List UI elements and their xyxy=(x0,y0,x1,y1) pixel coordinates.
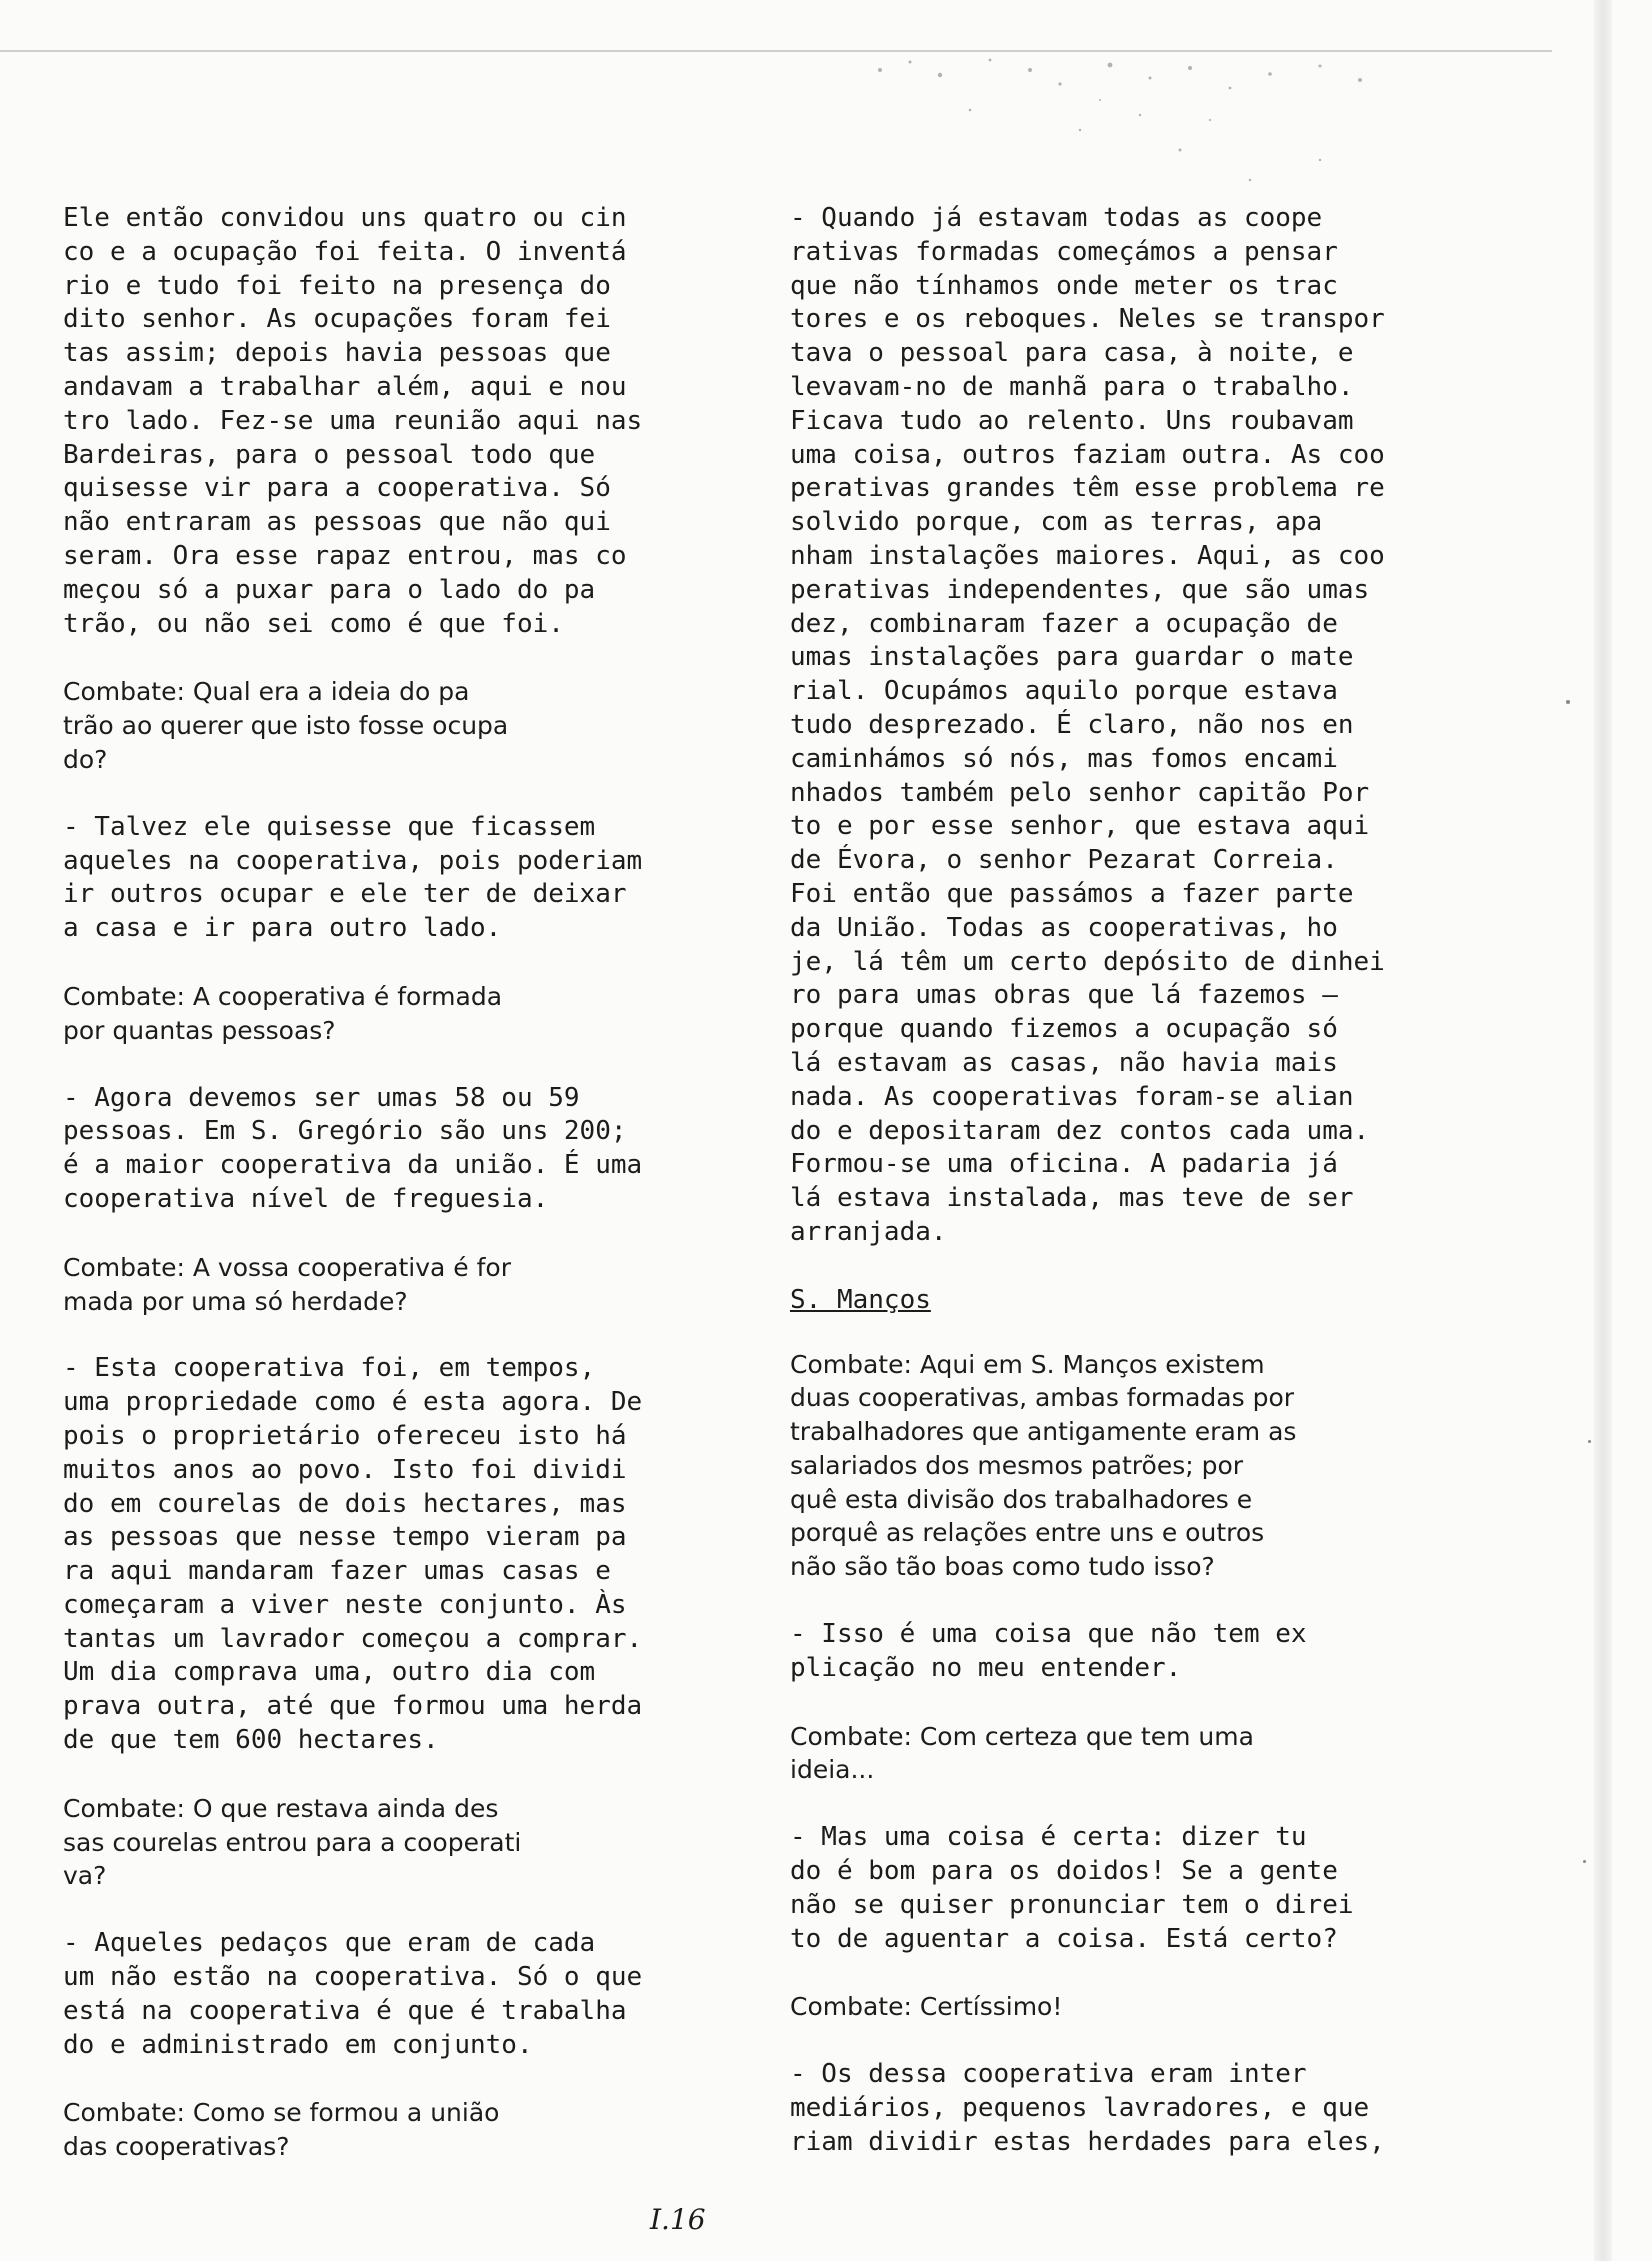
question-paragraph xyxy=(63,1792,723,1893)
text-line: ro para umas obras que lá fazemos — xyxy=(790,980,1338,1011)
text-line: Ficava tudo ao relento. Uns roubavam xyxy=(790,405,1354,436)
text-line: pessoas. Em S. Gregório são uns 200; xyxy=(63,1116,627,1147)
text-line: ir outros ocupar e ele ter de deixar xyxy=(63,879,627,910)
text-line: trabalhadores que antigamente eram as xyxy=(790,1417,1297,1447)
text-line: Combate: Certíssimo! xyxy=(790,1992,1063,2022)
text-line: rio e tudo foi feito na presença do xyxy=(63,270,611,301)
text-line: muitos anos ao povo. Isto foi dividi xyxy=(63,1454,627,1485)
text-line: Combate: Com certeza que tem uma xyxy=(790,1721,1254,1751)
question-paragraph xyxy=(790,1348,1390,1585)
text-line: to de aguentar a coisa. Está certo? xyxy=(790,1923,1338,1954)
text-line: mediários, pequenos lavradores, e que xyxy=(790,2093,1370,2124)
text-line: porquê as relações entre uns e outros xyxy=(790,1518,1265,1548)
text-line: prava outra, até que formou uma herda xyxy=(63,1691,643,1722)
text-line: tudo desprezado. É claro, não nos en xyxy=(790,709,1354,740)
page-edge-shadow xyxy=(1594,0,1612,2261)
text-line: Foi então que passámos a fazer parte xyxy=(790,878,1354,909)
text-line: andavam a trabalhar além, aqui e nou xyxy=(63,371,627,402)
text-line: nhados também pelo senhor capitão Por xyxy=(790,777,1370,808)
text-line: aqueles na cooperativa, pois poderiam xyxy=(63,845,643,876)
text-line: começaram a viver neste conjunto. Às xyxy=(63,1589,627,1620)
text-line: lá estava instalada, mas teve de ser xyxy=(790,1183,1354,1214)
text-line: quisesse vir para a cooperativa. Só xyxy=(63,473,611,504)
text-line: uma coisa, outros faziam outra. As coo xyxy=(790,439,1385,470)
text-line: Combate: Aqui em S. Manços existem xyxy=(790,1349,1265,1379)
scan-speck xyxy=(1588,1440,1591,1443)
answer-paragraph xyxy=(790,202,1390,1250)
text-line: Formou-se uma oficina. A padaria já xyxy=(790,1149,1338,1180)
text-line: lá estavam as casas, não havia mais xyxy=(790,1047,1338,1078)
text-line: sas courelas entrou para a cooperati xyxy=(63,1827,522,1857)
question-paragraph xyxy=(63,675,723,776)
text-line: Combate: A cooperativa é formada xyxy=(63,981,503,1011)
question-paragraph xyxy=(63,2096,723,2164)
question-paragraph xyxy=(790,1720,1390,1788)
text-line: tava o pessoal para casa, à noite, e xyxy=(790,338,1354,369)
text-line: - Agora devemos ser umas 58 ou 59 xyxy=(63,1082,580,1113)
text-line: co e a ocupação foi feita. O inventá xyxy=(63,236,627,267)
text-line: da União. Todas as cooperativas, ho xyxy=(790,912,1338,943)
answer-paragraph xyxy=(63,811,723,946)
text-line: - Isso é uma coisa que não tem ex xyxy=(790,1619,1307,1650)
text-line: a casa e ir para outro lado. xyxy=(63,913,502,944)
text-line: que não tínhamos onde meter os trac xyxy=(790,270,1338,301)
text-line: quê esta divisão dos trabalhadores e xyxy=(790,1484,1253,1514)
page-number: I.16 xyxy=(650,2203,706,2236)
text-line: to e por esse senhor, que estava aqui xyxy=(790,811,1370,842)
text-line: je, lá têm um certo depósito de dinhei xyxy=(790,946,1385,977)
text-line: rativas formadas começámos a pensar xyxy=(790,236,1338,267)
text-line: umas instalações para guardar o mate xyxy=(790,642,1354,673)
text-line: não se quiser pronunciar tem o direi xyxy=(790,1889,1354,1920)
text-line: Um dia comprava uma, outro dia com xyxy=(63,1657,596,1688)
text-line: do e administrado em conjunto. xyxy=(63,2029,533,2060)
text-line: duas cooperativas, ambas formadas por xyxy=(790,1383,1295,1413)
text-line: Ele então convidou uns quatro ou cin xyxy=(63,203,627,233)
text-line: tro lado. Fez-se uma reunião aqui nas xyxy=(63,405,643,436)
text-line: - Os dessa cooperativa eram inter xyxy=(790,2059,1307,2090)
text-line: solvido porque, com as terras, apa xyxy=(790,507,1323,538)
text-line: seram. Ora esse rapaz entrou, mas co xyxy=(63,540,627,571)
text-line: Combate: A vossa cooperativa é for xyxy=(63,1252,511,1282)
text-line: do é bom para os doidos! Se a gente xyxy=(790,1856,1338,1887)
text-line: porque quando fizemos a ocupação só xyxy=(790,1014,1338,1045)
question-paragraph xyxy=(790,1990,1390,2024)
answer-paragraph xyxy=(790,2058,1390,2159)
question-paragraph xyxy=(63,1251,723,1319)
text-line: por quantas pessoas? xyxy=(63,1015,336,1045)
text-line: tas assim; depois havia pessoas que xyxy=(63,338,611,369)
text-line: está na cooperativa é que é trabalha xyxy=(63,1995,627,2026)
text-line: Combate: Como se formou a união xyxy=(63,2098,500,2128)
text-line: - Mas uma coisa é certa: dizer tu xyxy=(790,1822,1307,1853)
text-line: as pessoas que nesse tempo vieram pa xyxy=(63,1522,627,1553)
text-line: - Aqueles pedaços que eram de cada xyxy=(63,1928,596,1959)
subheading-text: S. Manços xyxy=(790,1284,931,1315)
answer-paragraph xyxy=(63,1082,723,1217)
text-line: um não estão na cooperativa. Só o que xyxy=(63,1962,643,1993)
text-line: de Évora, o senhor Pezarat Correia. xyxy=(790,845,1338,876)
text-line: - Talvez ele quisesse que ficassem xyxy=(63,811,596,842)
text-line: riam dividir estas herdades para eles, xyxy=(790,2126,1385,2157)
text-line: levavam-no de manhã para o trabalho. xyxy=(790,371,1354,402)
text-line: trão, ou não sei como é que foi. xyxy=(63,608,564,639)
text-line: salariados dos mesmos patrões; por xyxy=(790,1450,1244,1480)
text-line: pois o proprietário ofereceu isto há xyxy=(63,1420,627,1451)
left-column xyxy=(63,202,723,2198)
text-line: cooperativa nível de freguesia. xyxy=(63,1183,549,1214)
answer-paragraph xyxy=(63,1352,723,1758)
text-line: dito senhor. As ocupações foram fei xyxy=(63,304,611,335)
text-line: tantas um lavrador começou a comprar. xyxy=(63,1623,643,1654)
text-line: plicação no meu entender. xyxy=(790,1652,1182,1683)
right-column xyxy=(790,202,1390,2194)
text-line: va? xyxy=(63,1861,107,1891)
question-paragraph xyxy=(63,980,723,1048)
answer-paragraph xyxy=(63,202,723,641)
text-line: Combate: Qual era a ideia do pa xyxy=(63,677,470,707)
text-line: nada. As cooperativas foram-se alian xyxy=(790,1081,1354,1112)
text-line: não são tão boas como tudo isso? xyxy=(790,1552,1215,1582)
text-line: não entraram as pessoas que não qui xyxy=(63,507,611,538)
text-line: perativas independentes, que são umas xyxy=(790,574,1370,605)
text-line: - Esta cooperativa foi, em tempos, xyxy=(63,1353,596,1384)
text-line: dez, combinaram fazer a ocupação de xyxy=(790,608,1338,639)
text-line: meçou só a puxar para o lado do pa xyxy=(63,574,596,605)
text-line: nham instalações maiores. Aqui, as coo xyxy=(790,540,1385,571)
text-line: do? xyxy=(63,744,108,774)
text-line: das cooperativas? xyxy=(63,2132,290,2162)
text-line: tores e os reboques. Neles se transpor xyxy=(790,304,1385,335)
scan-noise xyxy=(850,40,1410,210)
text-line: Bardeiras, para o pessoal todo que xyxy=(63,439,596,470)
text-line: uma propriedade como é esta agora. De xyxy=(63,1387,643,1418)
text-line: perativas grandes têm esse problema re xyxy=(790,473,1385,504)
text-line: rial. Ocupámos aquilo porque estava xyxy=(790,676,1338,707)
section-subheading xyxy=(790,1284,1390,1318)
text-line: ideia... xyxy=(790,1755,875,1785)
text-line: Combate: O que restava ainda des xyxy=(63,1793,499,1823)
text-line: do em courelas de dois hectares, mas xyxy=(63,1488,627,1519)
text-line: mada por uma só herdade? xyxy=(63,1286,408,1316)
text-line: - Quando já estavam todas as coope xyxy=(790,203,1323,233)
text-line: arranjada. xyxy=(790,1216,947,1247)
text-line: é a maior cooperativa da união. É uma xyxy=(63,1150,643,1181)
answer-paragraph xyxy=(790,1821,1390,1956)
text-line: caminhámos só nós, mas fomos encami xyxy=(790,743,1338,774)
scan-speck xyxy=(1566,700,1570,704)
text-line: trão ao querer que isto fosse ocupa xyxy=(63,711,509,741)
text-line: do e depositaram dez contos cada uma. xyxy=(790,1115,1370,1146)
scan-speck xyxy=(1583,1860,1586,1863)
text-line: de que tem 600 hectares. xyxy=(63,1725,439,1756)
text-line: ra aqui mandaram fazer umas casas e xyxy=(63,1556,611,1587)
answer-paragraph xyxy=(790,1618,1390,1686)
answer-paragraph xyxy=(63,1927,723,2062)
